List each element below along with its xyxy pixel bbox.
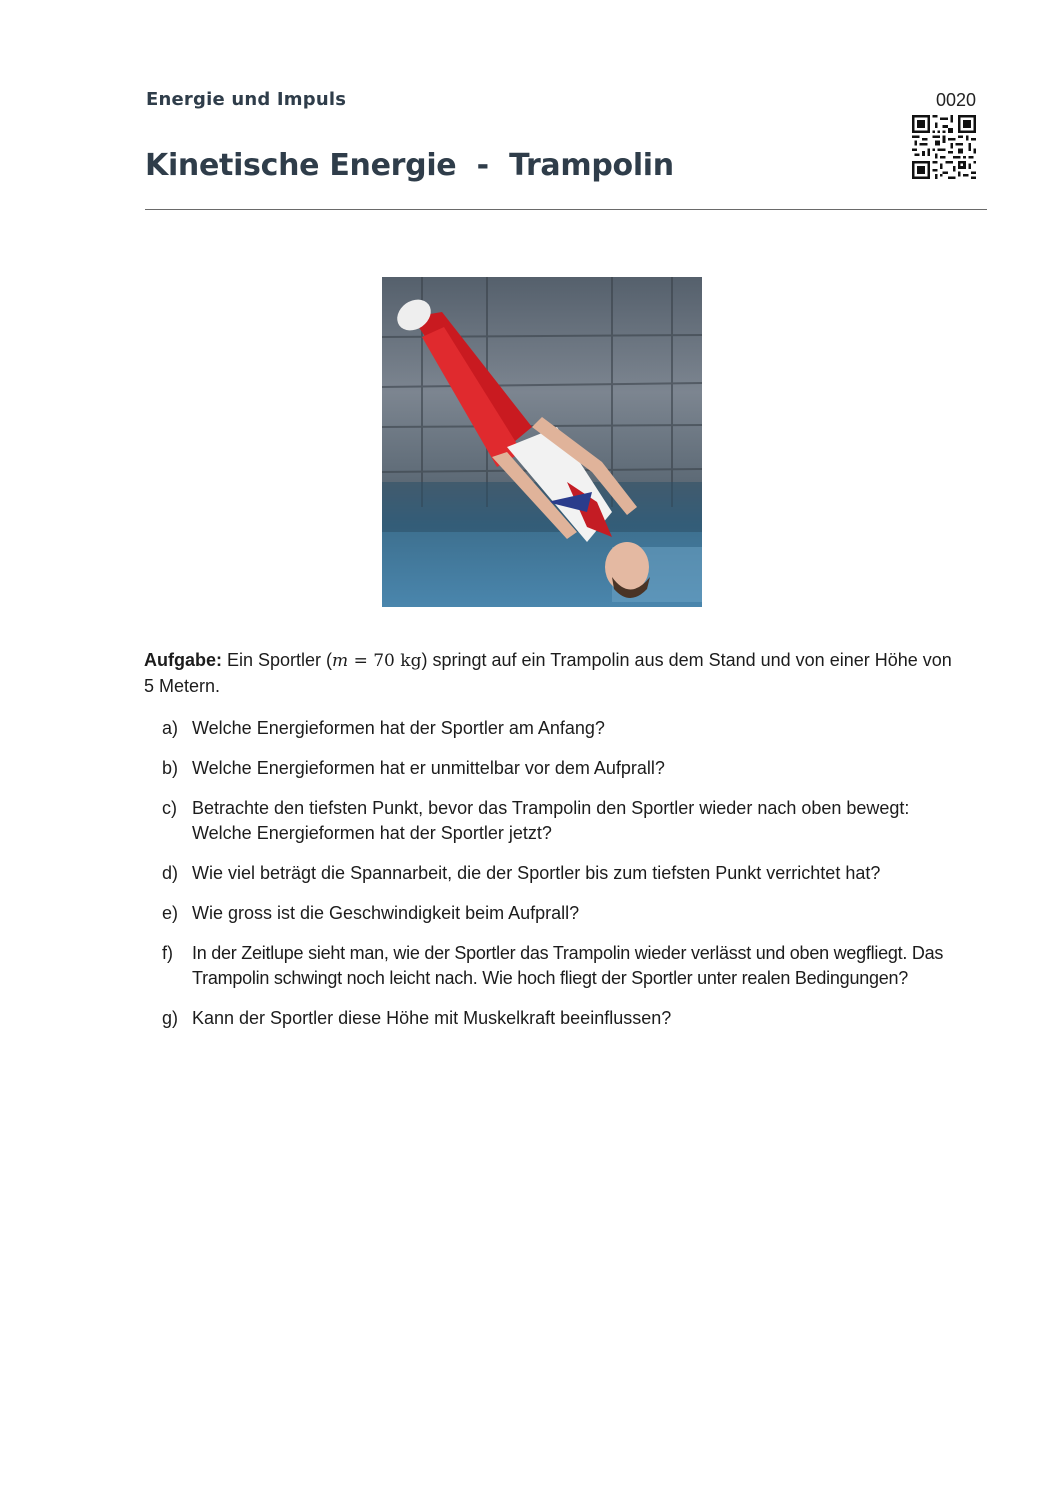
question-item: b) Welche Energieformen hat er unmittelbar vor dem Aufprall? xyxy=(162,758,665,778)
question-list xyxy=(144,716,1024,1046)
question-item: g) Kann der Sportler diese Höhe mit Muskelkraft beeinflussen? xyxy=(162,1008,672,1028)
question-item: d) Wie viel beträgt die Spannarbeit, die der Sportler bis zum tiefsten Punkt verrichtet hat? xyxy=(162,863,881,883)
question-item: e) Wie gross ist die Geschwindigkeit beim Aufprall? xyxy=(162,903,580,923)
task-label: Aufgabe: xyxy=(144,650,222,670)
task-text-before: Ein Sportler ( xyxy=(222,650,333,670)
topic-heading: Energie und Impuls xyxy=(146,89,347,110)
qr-code-icon xyxy=(912,115,976,179)
document-number: 0020 xyxy=(935,90,976,110)
page-title: Kinetische Energie - Trampolin xyxy=(145,148,674,183)
mass-formula: m = 70 kg xyxy=(332,651,422,671)
task-text-after: ) springt auf ein Trampolin aus dem Stand und von einer Höhe von 5 Metern. xyxy=(144,650,952,696)
question-item: a) Welche Energieformen hat der Sportler am Anfang? xyxy=(162,718,605,738)
trampoline-athlete-photo xyxy=(382,277,702,607)
task-description xyxy=(144,648,964,699)
question-item: c) Betrachte den tiefsten Punkt, bevor das Trampolin den Sportler wieder nach oben bewegt: Welche Energieformen hat der Sportler jetzt? xyxy=(162,798,910,843)
header-divider xyxy=(145,209,987,210)
question-item: f) In der Zeitlupe sieht man, wie der Sportler das Trampolin wieder verlässt und oben wegfliegt. Das Trampolin schwingt noch leicht nach. Wie hoch fliegt der Sportler unter realen Bedingungen? xyxy=(162,943,944,988)
